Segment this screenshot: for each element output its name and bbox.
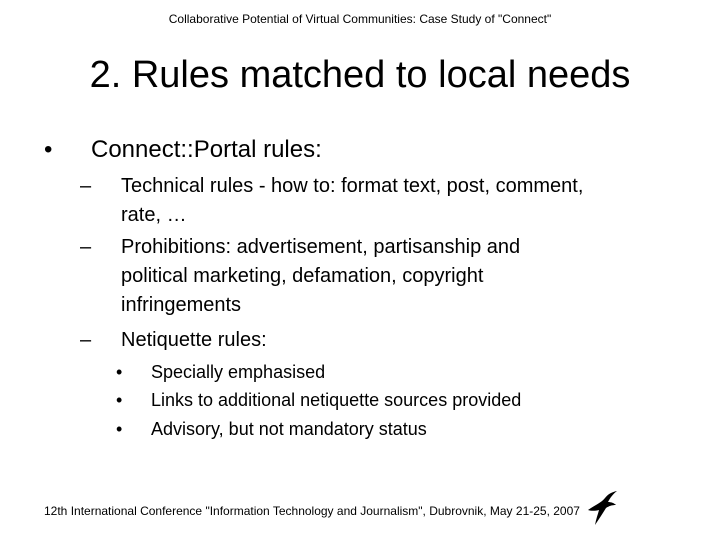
bullet-line: political marketing, defamation, copyright [121,265,484,287]
dash-marker: – [80,175,92,197]
bullet-marker: • [116,390,123,410]
bullet-marker: • [44,136,53,163]
bullet-text: Connect::Portal rules: [91,136,322,163]
header-text: Collaborative Potential of Virtual Communities: Case Study of "Connect" [168,12,552,26]
dash-marker: – [80,329,92,351]
bullet-text: Specially emphasised [151,362,326,382]
bullet-line: Technical rules - how to: format text, post, comment, [121,175,584,197]
bird-icon [586,490,618,526]
bullet-text: Links to additional netiquette sources provided [151,390,522,410]
slide-title: 2. Rules matched to local needs [89,54,631,96]
bullet-line: infringements [121,294,242,316]
bullet-text: Advisory, but not mandatory status [151,419,427,439]
bullet-marker: • [116,362,123,382]
bullet-line: rate, … [121,204,187,226]
bullet-line: Prohibitions: advertisement, partisanship and [121,236,521,258]
bullet-line: Netiquette rules: [121,329,267,351]
footer-text: 12th International Conference "Information Technology and Journalism", Dubrovnik, May 21-25, 2007 [44,504,580,518]
dash-marker: – [80,236,92,258]
bullet-marker: • [116,419,123,439]
